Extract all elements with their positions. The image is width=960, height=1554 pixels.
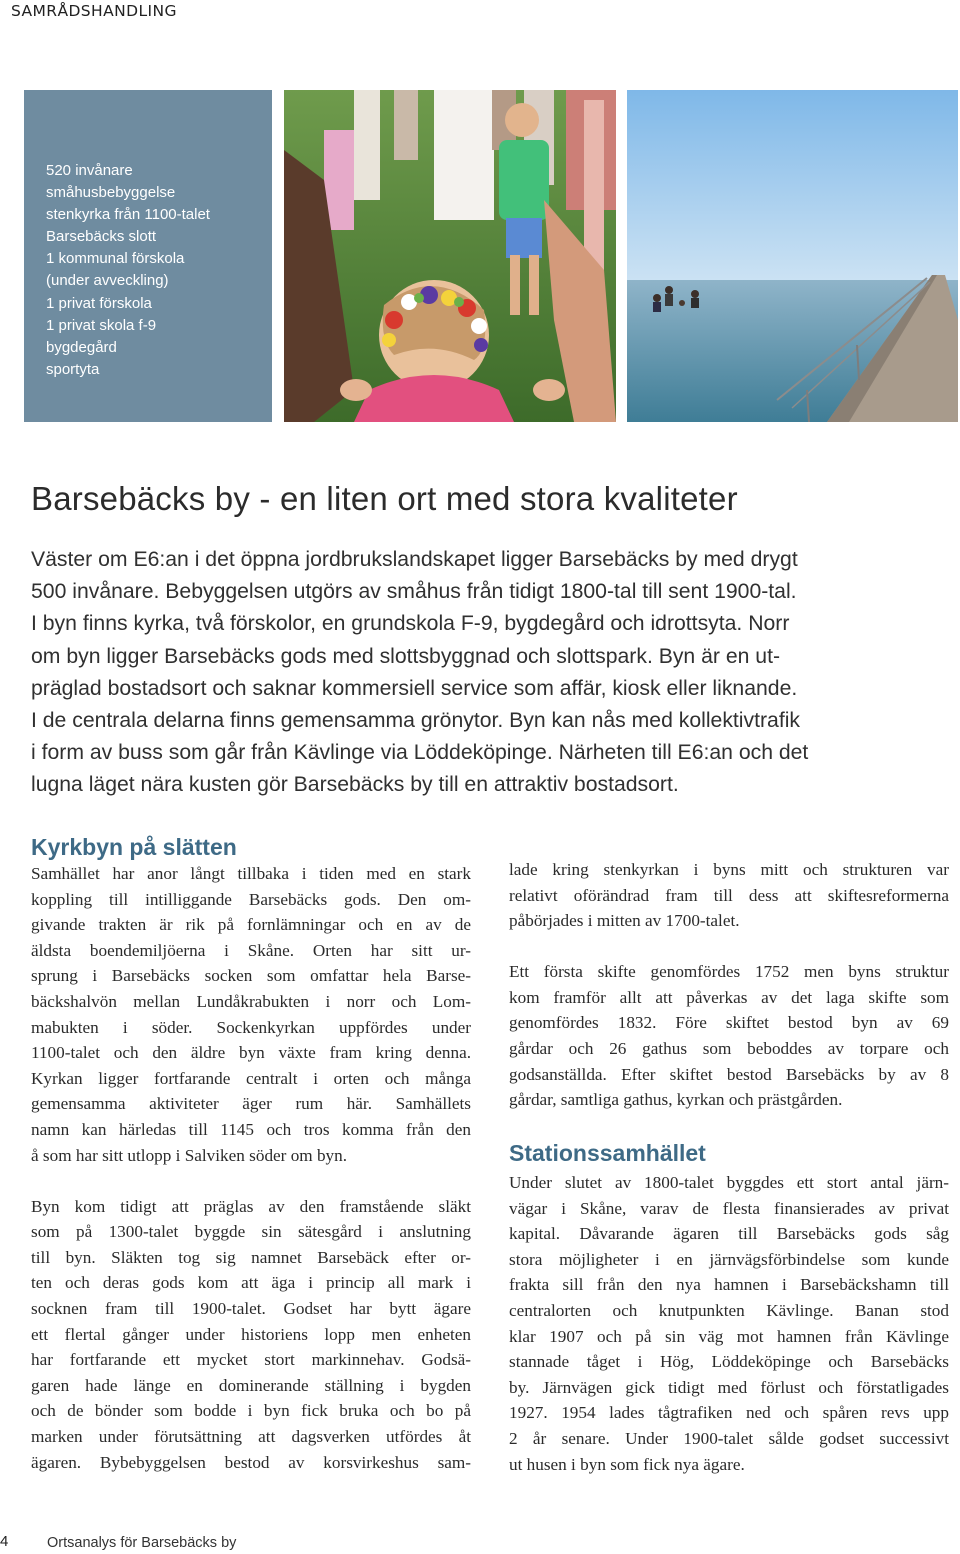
body-line: namn kan härledas till 1145 och tros komma från den <box>31 1119 471 1139</box>
body-line: ett flertal gånger under historiens lopp men enheten <box>31 1324 471 1344</box>
body-line: stannade tåget i Hög, Löddeköpinge och Barsebäcks <box>509 1352 949 1372</box>
body-line: till byn. Släkten tog sig namnet Barsebäck efter or- <box>31 1247 471 1267</box>
right-column-text <box>509 857 949 1113</box>
body-line: har fortfarande ett mycket stort markinnehav. Godsä- <box>31 1350 471 1370</box>
photo-pier-sea <box>627 90 958 422</box>
body-line: koppling till intilliggande Barsebäcks gods. Den om- <box>31 889 471 909</box>
fact-item: 1 privat förskola <box>46 294 152 312</box>
body-line: socknen fram till 1900-talet. Godset har bytt ägare <box>31 1299 471 1318</box>
body-line: genomfördes 1832. Före skiftet bestod byn av 69 <box>509 1013 949 1033</box>
intro-line: i form av buss som går från Kävlinge via Löddeköpinge. Närheten till E6:an och det <box>31 741 809 765</box>
body-line: Byn kom tidigt att präglas av den framstående släkt <box>31 1196 471 1216</box>
body-line: och de bönder som bodde i byn fick bruka och bo på <box>31 1401 471 1421</box>
intro-line: lugna läget nära kusten gör Barsebäcks by till en attraktiv bostadsort. <box>31 773 679 797</box>
body-line: gårdar, samtliga gathus, kyrkan och prästgården. <box>509 1090 843 1110</box>
body-line: garen hade länge en dominerande ställning i bygden <box>31 1375 471 1395</box>
intro-line: om byn ligger Barsebäcks gods med slottsbyggnad och slottspark. Byn är en ut- <box>31 644 781 668</box>
intro-line: I byn finns kyrka, två förskolor, en grundskola F-9, bygdegård och idrottsyta. Norr <box>31 612 790 636</box>
body-line: å som har sitt utlopp i Salviken söder om byn. <box>31 1145 348 1165</box>
body-line: äldsta boendemiljöerna i Skåne. Orten har sitt ur- <box>31 940 471 960</box>
fact-item: sportyta <box>46 360 100 378</box>
body-line: bäckshalvön mellan Lundåkrabukten i norr och Lom- <box>31 991 471 1011</box>
body-line: kapital. Dåvarande ägaren till Barsebäcks gods såg <box>509 1224 949 1244</box>
intro-paragraph <box>31 544 951 802</box>
body-line: gårdar och 26 gathus som beboddes av torpare och <box>509 1039 949 1059</box>
page-number: 4 <box>0 1533 9 1550</box>
body-line: ägaren. Bybebyggelsen bestod av korsvirkeshus sam- <box>31 1452 471 1472</box>
body-line: gemensamma aktiviteter äger rum här. Samhällets <box>31 1094 471 1114</box>
body-line: 1927. 1954 lades tågtrafiken ned och spåren revs upp <box>509 1403 949 1423</box>
body-line: 2 år senare. Under 1900-talet sålde godset successivt <box>509 1428 949 1448</box>
body-line: godsanställda. Efter skiftet bestod Barsebäcks by av 8 <box>509 1064 949 1084</box>
body-line: frakta sill från den nya hamnen i Barsebäckshamn till <box>509 1275 949 1295</box>
fact-item: (under avveckling) <box>46 272 169 290</box>
heading-stationssamhallet: Stationssamhället <box>509 1140 706 1166</box>
intro-line: I de centrala delarna finns gemensamma grönytor. Byn kan nås med kollektivtrafik <box>31 709 801 733</box>
section-label: SAMRÅDSHANDLING <box>11 2 177 20</box>
fact-item: 1 kommunal förskola <box>46 250 185 268</box>
body-line: 1100-talet och den äldre byn växte fram kring denna. <box>31 1043 471 1063</box>
body-line: relativt oförändrad fram till dess att skiftesreformerna <box>509 885 949 905</box>
body-line: som på 1300-talet byggde sin sätesgård i anslutning <box>31 1222 471 1242</box>
body-line: Samhället har anor långt tillbaka i tiden med en stark <box>31 864 471 883</box>
body-line: centralorten och knutpunkten Kävlinge. Banan stod <box>509 1300 949 1320</box>
body-line: givande trakten är rik på fornlämningar och en av de <box>31 915 471 935</box>
fact-item: 520 invånare <box>46 162 133 179</box>
body-line: vägar i Skåne, varav de flesta finansierades av privat <box>509 1198 949 1218</box>
fact-item: småhusbebyggelse <box>46 184 176 202</box>
body-line: lade kring stenkyrkan i byns mitt och strukturen var <box>509 860 949 879</box>
fact-box <box>24 90 272 422</box>
page-title: Barsebäcks by - en liten ort med stora kvaliteter <box>31 480 738 517</box>
body-line: marken under förutsättning att dagsverken utfördes åt <box>31 1426 471 1446</box>
body-line: sprung i Barsebäcks socken som omfattar hela Barse- <box>31 966 471 986</box>
fact-item: bygdegård <box>46 338 117 356</box>
body-line: ten och deras gods kom att äga i princip all mark i <box>31 1273 471 1293</box>
body-line: ut husen i byn som fick nya ägare. <box>509 1454 745 1474</box>
fact-item: stenkyrka från 1100-talet <box>46 206 210 224</box>
left-column-text <box>31 861 471 1475</box>
photo-children-dancing <box>284 90 616 422</box>
body-line: stora möjligheter i en järnvägsförbindelse som kunde <box>509 1249 949 1269</box>
intro-line: präglad bostadsort och saknar kommersiell service som affär, kiosk eller liknande. <box>31 676 798 700</box>
footer-title: Ortsanalys för Barsebäcks by <box>47 1535 237 1551</box>
intro-line: Väster om E6:an i det öppna jordbrukslandskapet ligger Barsebäcks by med drygt <box>31 548 798 571</box>
fact-item: 1 privat skola f-9 <box>46 316 157 334</box>
body-line: kom framför allt att påverkas av det laga skifte som <box>509 987 949 1007</box>
body-line: Kyrkan ligger fortfarande centralt i orten och många <box>31 1068 471 1088</box>
heading-kyrkbyn: Kyrkbyn på slätten <box>31 834 237 860</box>
fact-item: Barsebäcks slott <box>46 228 157 246</box>
body-line: påbörjades i mitten av 1700-talet. <box>509 911 740 931</box>
intro-line: 500 invånare. Bebyggelsen utgörs av småhus från tidigt 1800-tal till sent 1900-tal. <box>31 580 797 604</box>
body-line: Ett första skifte genomfördes 1752 men byns struktur <box>509 962 949 982</box>
body-line: by. Järnvägen gick tidigt med förlust och förstatligades <box>509 1377 949 1397</box>
right-column-text-station <box>509 1170 949 1477</box>
body-line: klar 1907 och på sin väg mot hamnen från Kävlinge <box>509 1326 949 1346</box>
body-line: Under slutet av 1800-talet byggdes ett stort antal järn- <box>509 1173 949 1192</box>
body-line: mabukten i söder. Sockenkyrkan uppfördes under <box>31 1017 471 1037</box>
